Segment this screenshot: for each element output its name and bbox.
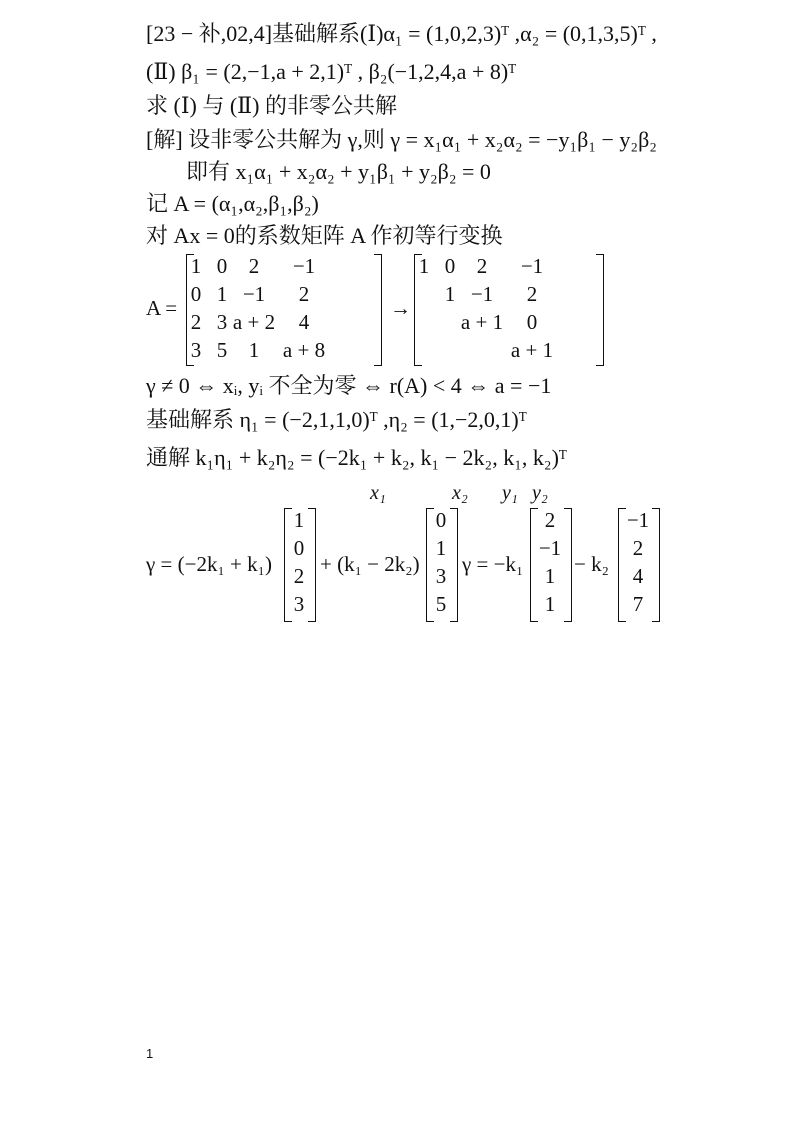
v2-entry-1: 1 <box>435 536 447 560</box>
v1-entry-3: 3 <box>293 592 305 616</box>
vector-1 <box>284 506 316 624</box>
basis-solution: 基础解系 η₁ = (−2,1,1,0)ᵀ ,η₂ = (1,−2,0,1)ᵀ <box>146 407 527 432</box>
matrix-a-cell-2-0: 2 <box>190 310 202 334</box>
matrix-a-cell-1-0: 0 <box>190 282 202 306</box>
general-solution: 通解 k₁η₁ + k₂η₂ = (−2k₁ + k₂, k₁ − 2k₂, k₁, k₂)ᵀ <box>146 445 567 470</box>
vector-4 <box>620 506 658 624</box>
matrix-a-cell-2-2: a + 2 <box>232 310 276 334</box>
matrix-a-cell-1-1: 1 <box>216 282 228 306</box>
gamma-prefix: γ = (−2k₁ + k₁) <box>146 552 272 576</box>
matrix-r-cell-1-1: 1 <box>444 282 456 306</box>
v4-entry-0: −1 <box>626 508 650 532</box>
v3-entry-0: 2 <box>544 508 556 532</box>
variable-labels <box>0 482 800 506</box>
matrix-a-cell-3-3: a + 8 <box>282 338 326 362</box>
problem-question: 求 (Ⅰ) 与 (Ⅱ) 的非零公共解 <box>146 93 397 118</box>
variable-label-0: x₁ <box>370 482 386 504</box>
matrix-a-prefix: A = <box>146 296 178 320</box>
gamma-minus: − k₂ <box>574 552 609 576</box>
v1-entry-2: 2 <box>293 564 305 588</box>
v2-entry-3: 5 <box>435 592 447 616</box>
matrix-r-cell-1-2: −1 <box>470 282 494 306</box>
solution-equation: 即有 x₁α₁ + x₂α₂ + y₁β₁ + y₂β₂ = 0 <box>186 159 491 184</box>
matrix-a-cell-0-0: 1 <box>190 254 202 278</box>
v2-entry-0: 0 <box>435 508 447 532</box>
gamma-expansion <box>146 506 666 624</box>
matrix-a-cell-1-3: 2 <box>298 282 310 306</box>
matrix-a-cell-0-1: 0 <box>216 254 228 278</box>
variable-label-3: y₂ <box>532 482 548 504</box>
matrix-a-block <box>146 252 606 370</box>
v1-entry-1: 0 <box>293 536 305 560</box>
matrix-a-cell-0-2: 2 <box>248 254 260 278</box>
matrix-r-cell-1-3: 2 <box>526 282 538 306</box>
matrix-r-cell-0-1: 0 <box>444 254 456 278</box>
matrix-r-cells <box>416 252 606 370</box>
row-reduce-arrow: → <box>390 296 411 320</box>
v1-entry-0: 1 <box>293 508 305 532</box>
row-reduce-statement: 对 Ax = 0的系数矩阵 A 作初等行变换 <box>146 223 503 248</box>
matrix-a-cell-2-1: 3 <box>216 310 228 334</box>
gamma-mid: + (k₁ − 2k₂) <box>320 552 420 576</box>
matrix-a-cell-3-0: 3 <box>190 338 202 362</box>
define-matrix: 记 A = (α₁,α₂,β₁,β₂) <box>146 191 319 216</box>
gamma-eq: γ = −k₁ <box>462 552 524 576</box>
solution-intro: [解] 设非零公共解为 γ,则 γ = x₁α₁ + x₂α₂ = −y₁β₁ − y₂β₂ <box>146 127 657 152</box>
matrix-r-cell-0-3: −1 <box>520 254 544 278</box>
v3-entry-3: 1 <box>544 592 556 616</box>
vector-3 <box>532 506 570 624</box>
matrix-a-cell-3-1: 5 <box>216 338 228 362</box>
matrix-a-cell-3-2: 1 <box>248 338 260 362</box>
matrix-a-cell-2-3: 4 <box>298 310 310 334</box>
v4-entry-1: 2 <box>632 536 644 560</box>
variable-label-2: y₁ <box>502 482 518 504</box>
matrix-a-cells <box>188 252 378 370</box>
matrix-r-cell-0-0: 1 <box>418 254 430 278</box>
v3-entry-1: −1 <box>538 536 562 560</box>
matrix-a-cell-1-2: −1 <box>242 282 266 306</box>
matrix-r-cell-2-2: a + 1 <box>460 310 504 334</box>
rank-condition: γ ≠ 0 ⇔ xᵢ, yᵢ 不全为零 ⇔ r(A) < 4 ⇔ a = −1 <box>146 373 552 398</box>
vector-2 <box>426 506 458 624</box>
matrix-a-cell-0-3: −1 <box>292 254 316 278</box>
problem-header: [23 − 补,02,4]基础解系(Ⅰ)α₁ = (1,0,2,3)ᵀ ,α₂ = (0,1,3,5)ᵀ , <box>146 21 657 46</box>
v4-entry-2: 4 <box>632 564 644 588</box>
v4-entry-3: 7 <box>632 592 644 616</box>
v3-entry-2: 1 <box>544 564 556 588</box>
v2-entry-2: 3 <box>435 564 447 588</box>
matrix-r-cell-0-2: 2 <box>476 254 488 278</box>
problem-line-2: (Ⅱ) β₁ = (2,−1,a + 2,1)ᵀ , β₂(−1,2,4,a + 8)ᵀ <box>146 59 517 84</box>
matrix-r-cell-3-3: a + 1 <box>510 338 554 362</box>
matrix-r-cell-2-3: 0 <box>526 310 538 334</box>
variable-label-1: x₂ <box>452 482 468 504</box>
page-number: 1 <box>146 1046 154 1061</box>
